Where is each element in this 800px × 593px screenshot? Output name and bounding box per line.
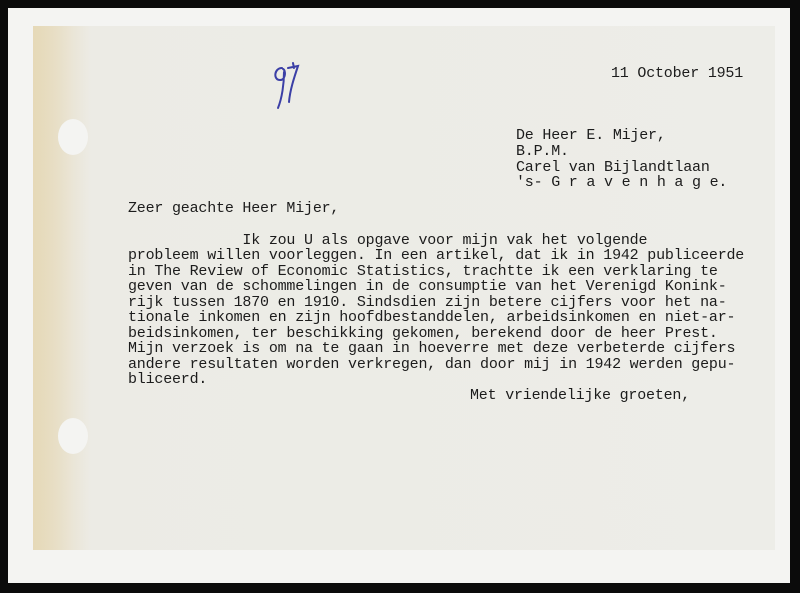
handwritten-mark-97 <box>268 58 308 116</box>
body-line-6: tionale inkomen en zijn hoofdbestanddelen, arbeidsinkomen en niet-ar- <box>128 309 736 326</box>
body-line-4: geven van de schommelingen in de consumptie van het Verenigd Konink- <box>128 278 727 295</box>
paper-stain <box>33 26 91 550</box>
body-line-2: probleem willen voorleggen. In een artikel, dat ik in 1942 publiceerde <box>128 247 745 264</box>
body-line-10: bliceerd. <box>128 371 208 388</box>
address-line-2: B.P.M. <box>516 143 569 160</box>
body-line-9: andere resultaten worden verkregen, dan door mij in 1942 werden gepu- <box>128 356 736 373</box>
punch-hole-bottom <box>58 418 88 454</box>
closing: Met vriendelijke groeten, <box>470 387 691 404</box>
salutation: Zeer geachte Heer Mijer, <box>128 200 340 217</box>
address-line-4: 's- G r a v e n h a g e. <box>516 174 728 191</box>
body-line-3: in The Review of Economic Statistics, trachtte ik een verklaring te <box>128 263 718 280</box>
letter-date: 11 October 1951 <box>611 65 744 82</box>
body-line-7: beidsinkomen, ter beschikking gekomen, berekend door de heer Prest. <box>128 325 718 342</box>
body-line-8: Mijn verzoek is om na te gaan in hoeverre met deze verbeterde cijfers <box>128 340 736 357</box>
body-line-5: rijk tussen 1870 en 1910. Sindsdien zijn betere cijfers voor het na- <box>128 294 727 311</box>
body-line-1: Ik zou U als opgave voor mijn vak het volgende <box>128 232 648 249</box>
address-line-1: De Heer E. Mijer, <box>516 127 666 144</box>
punch-hole-top <box>58 119 88 155</box>
address-line-3: Carel van Bijlandtlaan <box>516 159 710 176</box>
